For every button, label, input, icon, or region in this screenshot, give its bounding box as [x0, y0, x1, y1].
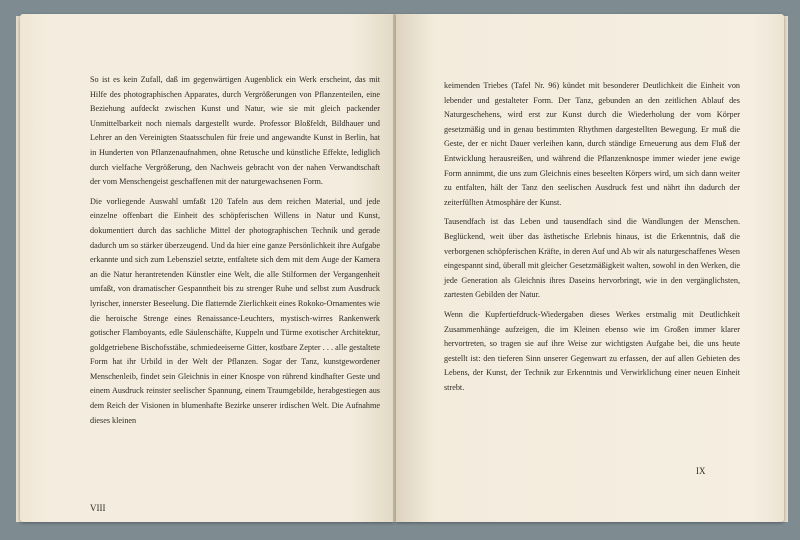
paragraph: Die vorliegende Auswahl umfaßt 120 Tafeln aus dem reichen Material, und jede einzelne offenbart die Einheit des schöpferischen Willens in Natur und Kunst, dokumentiert durch das sachliche Mittel der photographischen Technik und gerade dadurch um so stärker überzeugend. Und da hier eine ganze Persönlichkeit ihre Aufgabe erkannte und sich zum Lebensziel setzte, entfaltete sich dem mit dem Auge der Kamera an die Natur herantretenden Künstler eine Welt, die alle Stilformen der Vergangenheit umfaßt, von dramatischer Gespanntheit bis zu strenger Ruhe und selbst zum Ausdruck lyrischer, innerster Beseelung. Die flatternde Zierlichkeit eines Rokoko-Ornamentes wie die heroische Strenge eines Renaissance-Leuchters, mystisch-wirres Rankenwerk gotischer Flamboyants, edle Säulenschäfte, Kuppeln und Türme exotischer Architektur, goldgetriebene Bischofsstäbe, schmiedeeiserne Gitter, kostbare Zepter . . . alle gestaltete Form hat ihr Urbild in der Welt der Pflanzen. Sogar der Tanz, kunstgewordener Menschenleib, findet sein Gleichnis in einer Knospe von rührend kindhafter Geste und einem Ausdruck reinster seelischer Spannung, einem Traumgebilde, herabgestiegen aus dem Reich der Visionen in blumenhafte Bezirke unserer irdischen Welt. Die Aufnahme dieses kleinen — [90, 196, 380, 425]
right-page — [396, 14, 784, 522]
paragraph: Tausendfach ist das Leben und tausendfach sind die Wandlungen der Menschen. Beglückend, weit über das ästhetische Erlebnis hinaus, ist die Erkenntnis, daß die verborgenen schöpferischen Kräfte, in deren Auf und Ab wir als naturgeschaffenes Wesen eingespannt sind, überall mit gleicher Gesetzmäßigkeit walten, sowohl in den Werken, die jede Generation als Gleichnis ihres Daseins hervorbringt, wie in den vergänglichsten, zartesten Gebilden der Natur. — [444, 217, 740, 300]
paragraph: keimenden Triebes (Tafel Nr. 96) kündet mit besonderer Deutlichkeit die Einheit von lebender und gestalteter Form. Der Tanz, gebunden an den zeitlichen Ablauf des Naturgeschehens, wird erst zur Kunst durch die Wiederholung der vom Körper gesetzmäßig und in genau bestimmten Rhythmen dargestellten Bewegung. Er muß die Geste, der er nicht Dauer verleihen kann, durch ständige Erneuerung aus dem Fluß der Entwicklung herausreißen, und während die Pflanzenknospe immer wieder jene ewige Form annimmt, die uns zum Gleichnis eines beseelten Körpers wird, um sich dann weiter zu entfalten, hält der Tanz den seelischen Ausdruck fest und nährt ihn dadurch der zeiterfüllten Atmosphäre der Kunst. — [444, 81, 740, 207]
page-number: IX — [696, 466, 706, 476]
left-page-text — [90, 73, 380, 433]
page-number: VIII — [90, 503, 106, 513]
left-page — [20, 14, 394, 522]
right-page-text — [444, 79, 740, 400]
paragraph: Wenn die Kupfertiefdruck-Wiedergaben dieses Werkes erstmalig mit Deutlichkeit Zusammenhänge aufzeigen, die im Kleinen ebenso wie im Großen immer klarer hervortreten, so tragen sie auf ihre Weise zur wichtigsten Aufgabe bei, die uns heute gestellt ist: den tieferen Sinn unserer Gegenwart zu erfassen, der auf allen Gebieten des Lebens, der Kunst, der Technik zur Erkenntnis und Verwirklichung einer neuen Einheit strebt. — [444, 309, 740, 392]
paragraph: So ist es kein Zufall, daß im gegenwärtigen Augenblick ein Werk erscheint, das mit Hilfe des photographischen Apparates, durch Vergrößerungen von Pflanzenteilen, eine Beziehung aufdeckt zwischen Kunst und Natur, wie sie mit gleich packender Unmittelbarkeit noch niemals dargestellt wurde. Professor Bloßfeldt, Bildhauer und Lehrer an den Vereinigten Staatsschulen für freie und angewandte Kunst in Berlin, hat in Hunderten von Pflanzenaufnahmen, ohne Retusche und künstliche Effekte, lediglich durch vielfache Vergrößerung, den Nachweis gebracht von der nahen Verwandtschaft der vom Menschengeist geschaffenen mit der naturgewachsenen Form. — [90, 75, 380, 187]
